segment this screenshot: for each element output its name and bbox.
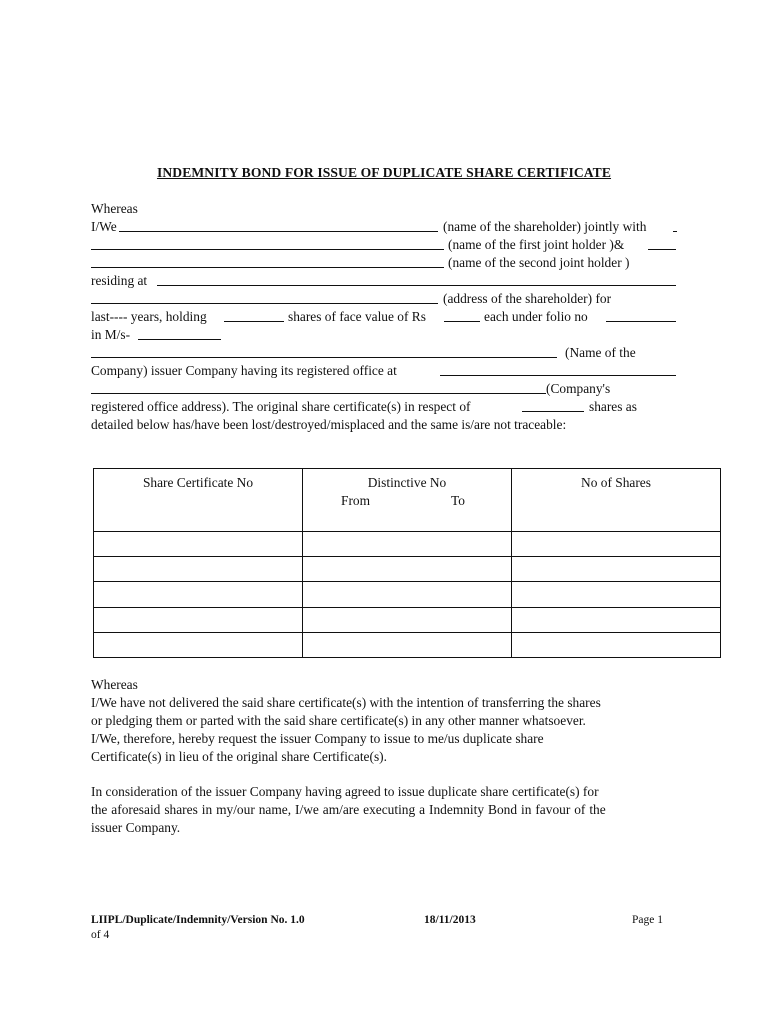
table-cell[interactable] bbox=[303, 557, 512, 582]
col-header-to: To bbox=[451, 493, 465, 508]
lieu-text: Certificate(s) in lieu of the original share Certificate(s). bbox=[91, 749, 387, 764]
table-row bbox=[94, 532, 721, 557]
ms-blank[interactable] bbox=[138, 339, 221, 340]
table-cell[interactable] bbox=[94, 557, 303, 582]
table-cell[interactable] bbox=[94, 632, 303, 657]
not-delivered-text: I/We have not delivered the said share certificate(s) with the intention of transferring the shares bbox=[91, 695, 601, 710]
table-cell[interactable] bbox=[94, 532, 303, 557]
certificate-table bbox=[93, 468, 721, 658]
pledging-text: or pledging them or parted with the said share certificate(s) in any other manner whatsoever. bbox=[91, 713, 586, 728]
first-joint-holder-blank[interactable] bbox=[91, 249, 444, 250]
consideration-text-2: the aforesaid shares in my/our name, I/we am/are executing a Indemnity Bond in favour of the bbox=[91, 802, 606, 817]
table-row bbox=[94, 582, 721, 607]
table-cell[interactable] bbox=[303, 532, 512, 557]
iwe-label: I/We bbox=[91, 219, 117, 234]
footer-doc-ref: LIIPL/Duplicate/Indemnity/Version No. 1.0 bbox=[91, 914, 305, 926]
shares-as-label: shares as bbox=[589, 399, 637, 414]
footer-page: Page 1 bbox=[632, 914, 663, 926]
col-header-shares: No of Shares bbox=[512, 469, 721, 532]
face-value-label: shares of face value of Rs bbox=[288, 309, 426, 324]
col-header-distinctive: Distinctive No From To bbox=[303, 469, 512, 532]
footer-date: 18/11/2013 bbox=[424, 914, 476, 926]
table-row bbox=[94, 632, 721, 657]
request-text: I/We, therefore, hereby request the issuer Company to issue to me/us duplicate share bbox=[91, 731, 544, 746]
table-cell[interactable] bbox=[512, 607, 721, 632]
col-header-certificate: Share Certificate No bbox=[94, 469, 303, 532]
joint-blank-end bbox=[673, 231, 677, 232]
consideration-text-3: issuer Company. bbox=[91, 820, 181, 835]
document-title: INDEMNITY BOND FOR ISSUE OF DUPLICATE SHARE CERTIFICATE bbox=[156, 165, 612, 180]
second-joint-holder-label: (name of the second joint holder ) bbox=[448, 255, 630, 270]
whereas-label-2: Whereas bbox=[91, 677, 138, 692]
last-years-label: last---- years, holding bbox=[91, 309, 207, 324]
company-issuer-label: Company) issuer Company having its registered office at bbox=[91, 363, 397, 378]
registered-office-blank-2[interactable] bbox=[91, 393, 546, 394]
table-row bbox=[94, 607, 721, 632]
shares-count-blank[interactable] bbox=[522, 411, 584, 412]
second-joint-holder-blank[interactable] bbox=[91, 267, 444, 268]
registered-office-label: registered office address). The original share certificate(s) in respect of bbox=[91, 399, 471, 414]
table-row bbox=[94, 557, 721, 582]
table-cell[interactable] bbox=[303, 607, 512, 632]
address-blank[interactable] bbox=[91, 303, 438, 304]
consideration-text-1: In consideration of the issuer Company having agreed to issue duplicate share certificate(s) for bbox=[91, 784, 599, 799]
table-cell[interactable] bbox=[303, 582, 512, 607]
table-cell[interactable] bbox=[512, 582, 721, 607]
table-cell[interactable] bbox=[303, 632, 512, 657]
name-of-company-label: (Name of the bbox=[565, 345, 636, 360]
shares-held-blank[interactable] bbox=[224, 321, 284, 322]
whereas-label: Whereas bbox=[91, 201, 138, 216]
shareholder-name-label: (name of the shareholder) jointly with bbox=[443, 219, 647, 234]
company-s-label: (Company's bbox=[546, 381, 611, 396]
table-header-row bbox=[94, 469, 721, 532]
folio-blank[interactable] bbox=[606, 321, 676, 322]
registered-office-blank[interactable] bbox=[440, 375, 676, 376]
face-value-blank[interactable] bbox=[444, 321, 480, 322]
residing-at-label: residing at bbox=[91, 273, 148, 288]
table-cell[interactable] bbox=[512, 557, 721, 582]
footer-of-pages: of 4 bbox=[91, 929, 110, 941]
table-cell[interactable] bbox=[94, 582, 303, 607]
col-header-from: From bbox=[341, 493, 371, 508]
table-cell[interactable] bbox=[94, 607, 303, 632]
table-cell[interactable] bbox=[512, 532, 721, 557]
detailed-below-text: detailed below has/have been lost/destroyed/misplaced and the same is/are not traceable: bbox=[91, 417, 567, 432]
company-name-blank[interactable] bbox=[91, 357, 557, 358]
shareholder-name-blank[interactable] bbox=[119, 231, 438, 232]
residence-blank[interactable] bbox=[157, 285, 676, 286]
first-joint-holder-label: (name of the first joint holder )& bbox=[448, 237, 625, 252]
second-holder-blank-start[interactable] bbox=[648, 249, 676, 250]
each-folio-label: each under folio no bbox=[484, 309, 588, 324]
in-ms-label: in M/s- bbox=[91, 327, 131, 342]
address-label: (address of the shareholder) for bbox=[443, 291, 612, 306]
table-cell[interactable] bbox=[512, 632, 721, 657]
